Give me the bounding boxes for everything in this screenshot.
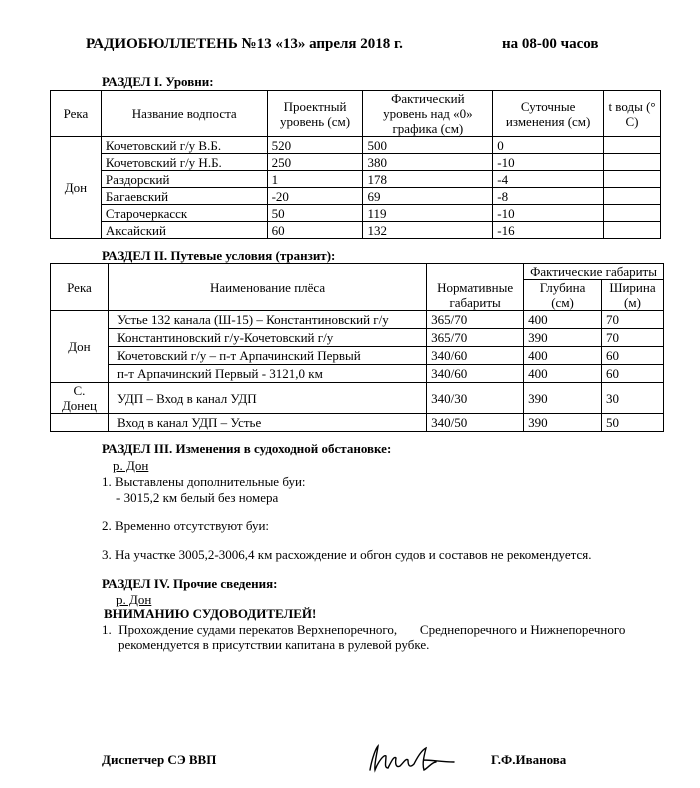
levels-header-design: Проектный уровень (см) bbox=[267, 91, 363, 137]
levels-temp-cell bbox=[604, 188, 661, 205]
transit-width-cell: 30 bbox=[602, 383, 664, 414]
transit-header-width: Ширина (м) bbox=[602, 280, 664, 311]
transit-table bbox=[50, 263, 664, 432]
table-row bbox=[51, 222, 661, 239]
transit-header-row bbox=[51, 264, 664, 280]
section3-title: РАЗДЕЛ III. Изменения в судоходной обстановке: bbox=[102, 441, 392, 456]
bulletin-time: на 08-00 часов bbox=[502, 36, 599, 52]
levels-temp-cell bbox=[604, 222, 661, 239]
transit-header-norm: Нормативные габариты bbox=[427, 264, 524, 311]
levels-header-post: Название водпоста bbox=[101, 91, 267, 137]
table-row bbox=[51, 311, 664, 329]
levels-design-cell: 1 bbox=[267, 171, 363, 188]
section4-item1-line2: рекомендуется в присутствии капитана в рулевой рубке. bbox=[118, 637, 430, 652]
transit-stretch-cell: Устье 132 канала (Ш-15) – Константиновский г/у bbox=[108, 311, 426, 329]
transit-width-cell: 60 bbox=[602, 365, 664, 383]
levels-design-cell: 50 bbox=[267, 205, 363, 222]
levels-daily-cell: -8 bbox=[493, 188, 604, 205]
levels-actual-cell: 69 bbox=[363, 188, 493, 205]
levels-daily-cell: -10 bbox=[493, 154, 604, 171]
section1-title: РАЗДЕЛ I. Уровни: bbox=[102, 74, 214, 89]
transit-river-empty-cell bbox=[51, 414, 109, 432]
levels-actual-cell: 178 bbox=[363, 171, 493, 188]
levels-header-daily: Суточные изменения (см) bbox=[493, 91, 604, 137]
levels-header-river: Река bbox=[51, 91, 102, 137]
transit-norm-cell: 340/50 bbox=[427, 414, 524, 432]
attention-heading: ВНИМАНИЮ СУДОВОДИТЕЛЕЙ! bbox=[104, 606, 317, 621]
section3-item3: 3. На участке 3005,2-3006,4 км расхождение и обгон судов и составов не рекомендуется. bbox=[102, 547, 592, 562]
levels-design-cell: -20 bbox=[267, 188, 363, 205]
section3-item2: 2. Временно отсутствуют буи: bbox=[102, 518, 270, 533]
transit-header-actual: Фактические габариты bbox=[524, 264, 664, 280]
levels-design-cell: 60 bbox=[267, 222, 363, 239]
levels-post-cell: Аксайский bbox=[101, 222, 267, 239]
transit-norm-cell: 340/30 bbox=[427, 383, 524, 414]
transit-stretch-cell: Вход в канал УДП – Устье bbox=[108, 414, 426, 432]
signature-image bbox=[362, 740, 472, 780]
section3-river: р. Дон bbox=[113, 458, 149, 473]
transit-stretch-cell: Кочетовский г/у – п-т Арпачинский Первый bbox=[108, 347, 426, 365]
transit-norm-cell: 365/70 bbox=[427, 311, 524, 329]
levels-actual-cell: 500 bbox=[363, 137, 493, 154]
levels-river-cell: Дон bbox=[51, 137, 102, 239]
transit-width-cell: 70 bbox=[602, 329, 664, 347]
table-row bbox=[51, 347, 664, 365]
transit-width-cell: 70 bbox=[602, 311, 664, 329]
levels-actual-cell: 132 bbox=[363, 222, 493, 239]
transit-width-cell: 60 bbox=[602, 347, 664, 365]
transit-norm-cell: 340/60 bbox=[427, 365, 524, 383]
dispatcher-name: Г.Ф.Иванова bbox=[491, 752, 567, 767]
transit-norm-cell: 365/70 bbox=[427, 329, 524, 347]
levels-daily-cell: -16 bbox=[493, 222, 604, 239]
section2-title: РАЗДЕЛ II. Путевые условия (транзит): bbox=[102, 248, 336, 263]
transit-header-river: Река bbox=[51, 264, 109, 311]
transit-depth-cell: 390 bbox=[524, 383, 602, 414]
levels-temp-cell bbox=[604, 205, 661, 222]
section4-title: РАЗДЕЛ IV. Прочие сведения: bbox=[102, 576, 278, 591]
transit-header-depth: Глубина (см) bbox=[524, 280, 602, 311]
transit-width-cell: 50 bbox=[602, 414, 664, 432]
levels-actual-cell: 119 bbox=[363, 205, 493, 222]
table-row bbox=[51, 188, 661, 205]
levels-header-actual: Фактический уровень над «0» графика (см) bbox=[363, 91, 493, 137]
table-row bbox=[51, 137, 661, 154]
levels-post-cell: Багаевский bbox=[101, 188, 267, 205]
dispatcher-position: Диспетчер СЭ ВВП bbox=[102, 752, 217, 767]
transit-stretch-cell: Константиновский г/у-Кочетовский г/у bbox=[108, 329, 426, 347]
levels-daily-cell: -10 bbox=[493, 205, 604, 222]
levels-temp-cell bbox=[604, 137, 661, 154]
levels-daily-cell: -4 bbox=[493, 171, 604, 188]
table-row bbox=[51, 154, 661, 171]
section3-item1-sub: - 3015,2 км белый без номера bbox=[116, 490, 279, 505]
bulletin-title-text: РАДИОБЮЛЛЕТЕНЬ №13 «13» апреля 2018 г. bbox=[86, 36, 403, 52]
transit-river-cell: Дон bbox=[51, 311, 109, 383]
table-row bbox=[51, 414, 664, 432]
levels-post-cell: Старочеркасск bbox=[101, 205, 267, 222]
levels-temp-cell bbox=[604, 171, 661, 188]
section3-item1: 1. Выставлены дополнительные буи: bbox=[102, 474, 306, 489]
transit-norm-cell: 340/60 bbox=[427, 347, 524, 365]
levels-post-cell: Раздорский bbox=[101, 171, 267, 188]
levels-post-cell: Кочетовский г/у Н.Б. bbox=[101, 154, 267, 171]
section4-item1-line1: 1. Прохождение судами перекатов Верхнепоречного, Среднепоречного и Нижнепоречного bbox=[102, 622, 626, 637]
levels-design-cell: 520 bbox=[267, 137, 363, 154]
levels-design-cell: 250 bbox=[267, 154, 363, 171]
levels-header-row bbox=[51, 91, 661, 137]
transit-stretch-cell: УДП – Вход в канал УДП bbox=[108, 383, 426, 414]
table-row bbox=[51, 329, 664, 347]
table-row bbox=[51, 365, 664, 383]
transit-stretch-cell: п-т Арпачинский Первый - 3121,0 км bbox=[108, 365, 426, 383]
levels-header-temp: t воды (° С) bbox=[604, 91, 661, 137]
levels-temp-cell bbox=[604, 154, 661, 171]
table-row bbox=[51, 171, 661, 188]
levels-post-cell: Кочетовский г/у В.Б. bbox=[101, 137, 267, 154]
transit-depth-cell: 400 bbox=[524, 365, 602, 383]
transit-depth-cell: 400 bbox=[524, 347, 602, 365]
section4-river: р. Дон bbox=[116, 592, 152, 607]
transit-depth-cell: 390 bbox=[524, 414, 602, 432]
table-row bbox=[51, 383, 664, 414]
levels-daily-cell: 0 bbox=[493, 137, 604, 154]
levels-table bbox=[50, 90, 661, 239]
transit-depth-cell: 400 bbox=[524, 311, 602, 329]
transit-depth-cell: 390 bbox=[524, 329, 602, 347]
transit-header-stretch: Наименование плёса bbox=[108, 264, 426, 311]
levels-actual-cell: 380 bbox=[363, 154, 493, 171]
table-row bbox=[51, 205, 661, 222]
transit-river-cell: С. Донец bbox=[51, 383, 109, 414]
